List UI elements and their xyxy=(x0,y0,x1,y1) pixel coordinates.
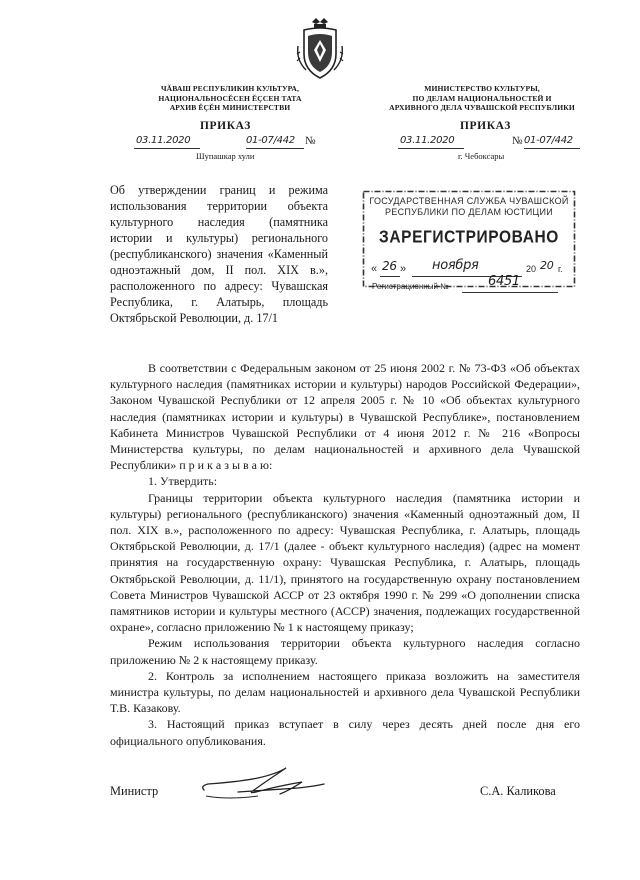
stamp-quote-open: « xyxy=(371,263,378,275)
right-date: 03.11.2020 xyxy=(400,135,455,146)
stamp-year-suffix: 20 xyxy=(540,259,554,272)
header-right-line-1: МИНИСТЕРСТВО КУЛЬТУРЫ, xyxy=(424,84,540,93)
order-title-right: ПРИКАЗ xyxy=(460,120,511,132)
body-paragraph-item-1: 1. Утвердить: xyxy=(148,474,218,489)
header-right-org xyxy=(376,84,588,113)
stamp-title xyxy=(366,196,572,218)
chuvash-emblem-icon xyxy=(294,16,346,82)
stamp-reg-line xyxy=(462,292,558,293)
order-subject xyxy=(110,182,328,326)
stamp-quote-close: » xyxy=(400,263,407,275)
header-left-line-1: ЧĂВАШ РЕСПУБЛИКИН КУЛЬТУРА, xyxy=(160,84,300,93)
body-paragraph-item-2: 2. Контроль за исполнением настоящего приказа возложить на заместителя министра культуры, по делам национальностей и архивного дела Чувашской Республики Т.В. Казакову. xyxy=(110,668,580,716)
stamp-title-line-2: РЕСПУБЛИКИ ПО ДЕЛАМ ЮСТИЦИИ xyxy=(384,207,553,217)
right-number: 01-07/442 xyxy=(524,135,573,146)
stamp-reg-label: Регистрационный № xyxy=(372,282,449,291)
stamp-registered: ЗАРЕГИСТРИРОВАНО xyxy=(379,227,559,248)
right-number-line xyxy=(524,148,580,149)
header-left-line-3: АРХИВ ĔÇĔН МИНИСТЕРСТВИ xyxy=(169,103,291,113)
header-left-line-2: НАЦИОНАЛЬНОСĔСЕН ĔÇСЕН ТАТА xyxy=(158,93,302,103)
right-number-sign: № xyxy=(512,135,523,147)
body-paragraph-item-3: 3. Настоящий приказ вступает в силу через десять дней после дня его официального опубликования. xyxy=(110,717,580,748)
handwritten-signature-icon xyxy=(198,760,328,806)
stamp-year-end: г. xyxy=(558,264,563,274)
body-paragraph-regime: Режим использования территории объекта культурного наследия согласно приложению № 2 к настоящему приказу. xyxy=(110,636,580,667)
left-number: 01-07/442 xyxy=(246,135,295,146)
header-left-org xyxy=(138,84,322,113)
header-right-line-2: ПО ДЕЛАМ НАЦИОНАЛЬНОСТЕЙ И xyxy=(412,93,552,103)
header-right-line-3: АРХИВНОГО ДЕЛА ЧУВАШСКОЙ РЕСПУБЛИКИ xyxy=(389,103,575,113)
stamp-day-line xyxy=(380,276,400,277)
left-place: Шупашкар хули xyxy=(196,151,255,161)
body-paragraph-boundaries: Границы территории объекта культурного наследия (памятника истории и культуры) регионального (республиканского) значения «Каменный одноэтажный дом, II пол. XIX в.», расположенного по адресу: Чувашская Республика, г. Алатырь, площадь Октябрьской Революции, д. 17/1 (далее - объект культурного наследия) (адрес на момент принятия на государственную охрану: Чувашская Республика, г. Алатырь, площадь Октябрьской Революции, д. 11/1), принятого на государственную охрану постановлением Совета Министров Чувашской АССР от 23 октября 1990 г. № 299 «О дополнении списка памятников истории и культуры местного (АССР) значения, подлежащих государственной охране», согласно приложению № 1 к настоящему приказу; xyxy=(110,490,580,635)
order-title-left: ПРИКАЗ xyxy=(200,120,251,132)
left-number-line xyxy=(246,148,304,149)
right-place: г. Чебоксары xyxy=(458,151,505,161)
left-number-sign: № xyxy=(305,135,316,147)
order-body xyxy=(110,360,580,749)
order-subject-text: Об утверждении границ и режима использования территории объекта культурного наследия (памятника истории и культуры) регионального (республиканского) значения «Каменный одноэтажный дом, II пол. XIX в.», расположенного по адресу: Чувашская Республика, г. Алатырь, площадь Октябрьской Революции, д. 17/1 xyxy=(110,183,328,325)
stamp-year-prefix: 20 xyxy=(526,264,537,274)
left-date-line xyxy=(134,148,200,149)
stamp-month: ноября xyxy=(432,258,479,273)
signature-name: С.А. Каликова xyxy=(480,784,556,798)
left-date: 03.11.2020 xyxy=(136,135,191,146)
body-paragraph-preamble: В соответствии с Федеральным законом от 25 июня 2002 г. № 73-ФЗ «Об объектах культурного наследия (памятниках истории и культуры) народов Российской Федерации», Законом Чувашской Республики от 12 апреля 2005 г. № 10 «Об объектах культурного наследия (памятниках истории и культуры) в Чувашской Республике», постановлением Кабинета Министров Чувашской Республики от 4 июня 2012 г. № 216 «Вопросы Министерства культуры, по делам национальностей и архивного дела Чувашской Республики» п р и к а з ы в а ю: xyxy=(110,361,580,473)
signature-role: Министр xyxy=(110,784,159,798)
right-date-line xyxy=(398,148,464,149)
stamp-day: 26 xyxy=(382,259,397,273)
stamp-title-line-1: ГОСУДАРСТВЕННАЯ СЛУЖБА ЧУВАШСКОЙ xyxy=(369,196,569,206)
stamp-reg-number: 6451 xyxy=(488,274,520,289)
